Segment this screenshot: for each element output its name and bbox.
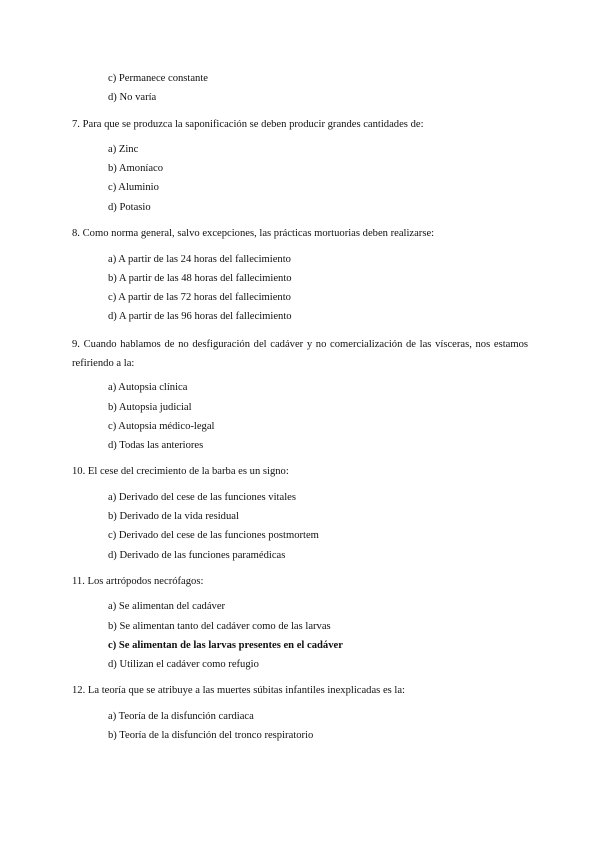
q12-option-a: a) Teoría de la disfunción cardiaca xyxy=(108,711,254,722)
q11-question: 11. Los artrópodos necrófagos: xyxy=(72,576,204,587)
q9-option-b: b) Autopsia judicial xyxy=(108,402,192,413)
q6-option-d: d) No varía xyxy=(108,92,157,103)
q7-option-a: a) Zinc xyxy=(108,144,139,155)
q8-option-a: a) A partir de las 24 horas del fallecimiento xyxy=(108,254,291,265)
q8-option-c: c) A partir de las 72 horas del fallecimiento xyxy=(108,292,291,303)
q11-option-c-correct: c) Se alimentan de las larvas presentes en el cadáver xyxy=(108,640,343,651)
q12-option-b: b) Teoría de la disfunción del tronco respiratorio xyxy=(108,730,314,741)
q7-question: 7. Para que se produzca la saponificación se deben producir grandes cantidades de: xyxy=(72,119,424,130)
q11-option-a: a) Se alimentan del cadáver xyxy=(108,601,226,612)
q10-option-b: b) Derivado de la vida residual xyxy=(108,511,239,522)
q6-option-c: c) Permanece constante xyxy=(108,73,208,84)
q10-question: 10. El cese del crecimiento de la barba es un signo: xyxy=(72,466,289,477)
q11-option-b: b) Se alimentan tanto del cadáver como de las larvas xyxy=(108,621,331,632)
q10-option-c: c) Derivado del cese de las funciones postmortem xyxy=(108,530,319,541)
q9-option-c: c) Autopsia médico-legal xyxy=(108,421,215,432)
q8-option-d: d) A partir de las 96 horas del fallecimiento xyxy=(108,311,292,322)
q9-question: 9. Cuando hablamos de no desfiguración del cadáver y no comercialización de las vísceras, nos estamos refiriendo a la: xyxy=(72,339,528,369)
q7-option-d: d) Potasio xyxy=(108,202,151,213)
q12-question: 12. La teoría que se atribuye a las muertes súbitas infantiles inexplicadas es la: xyxy=(72,685,406,696)
q7-option-c: c) Aluminio xyxy=(108,182,159,193)
q8-question: 8. Como norma general, salvo excepciones, las prácticas mortuorias deben realizarse: xyxy=(72,228,435,239)
q8-option-b: b) A partir de las 48 horas del fallecimiento xyxy=(108,273,292,284)
q7-option-b: b) Amoníaco xyxy=(108,163,164,174)
q11-option-d: d) Utilizan el cadáver como refugio xyxy=(108,659,259,670)
q10-option-a: a) Derivado del cese de las funciones vitales xyxy=(108,492,296,503)
q10-option-d: d) Derivado de las funciones paramédicas xyxy=(108,550,286,561)
q9-option-a: a) Autopsia clínica xyxy=(108,382,188,393)
q9-option-d: d) Todas las anteriores xyxy=(108,440,204,451)
